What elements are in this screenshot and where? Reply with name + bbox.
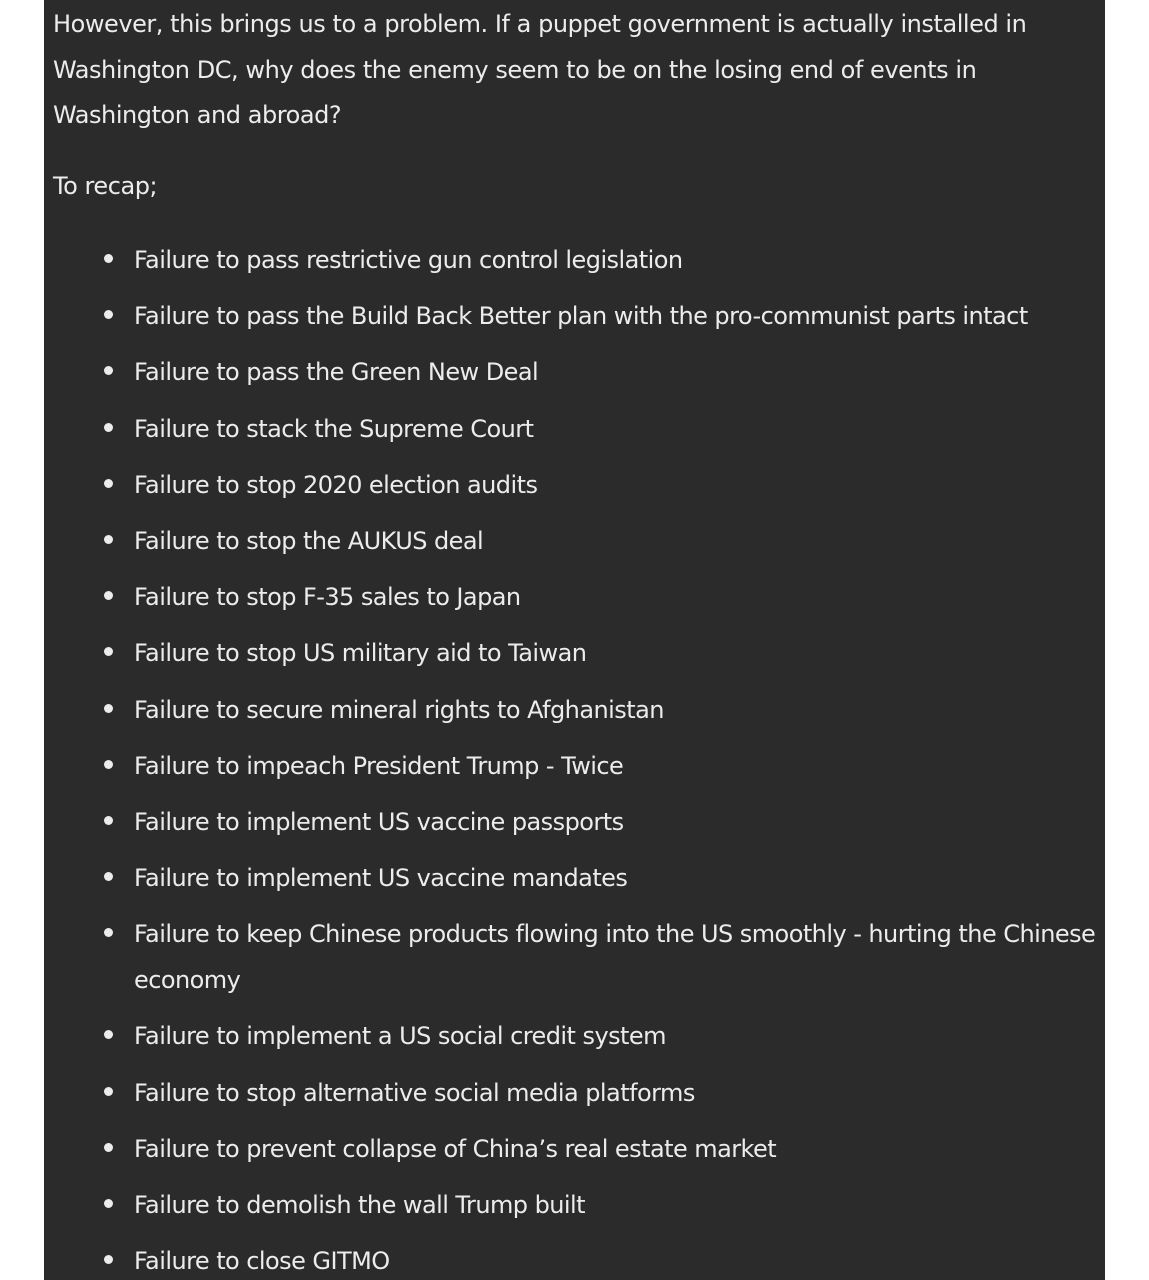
bullet-icon [104,872,113,881]
bullet-icon [104,254,113,263]
list-item [44,1013,1105,1059]
list-item-text: Failure to stop US military aid to Taiwan [134,639,587,668]
list-item-text: Failure to demolish the wall Trump built [134,1191,586,1219]
list-item [44,1070,1105,1116]
list-item [44,743,1105,789]
bullet-icon [104,310,113,319]
bullet-icon [104,704,113,713]
list-item-text: Failure to implement a US social credit system [134,1022,666,1051]
list-item [44,630,1105,676]
bullet-icon [104,591,113,600]
recap-label: To recap; [53,172,158,200]
bullet-icon [104,479,113,488]
list-item [44,911,1105,1003]
list-item-text: Failure to implement US vaccine passports [134,807,624,836]
bullet-icon [104,928,113,937]
bullet-icon [104,423,113,432]
list-item [44,1238,1105,1280]
list-item [44,687,1105,733]
list-item-text: Failure to implement US vaccine mandates [134,864,628,893]
list-item [44,462,1105,508]
bullet-icon [104,1199,113,1208]
list-item [44,518,1105,564]
list-item [44,855,1105,901]
list-item-text: Failure to close GITMO [134,1247,390,1276]
bullet-icon [104,647,113,656]
list-item [44,293,1105,339]
bullet-icon [104,760,113,769]
list-item [44,574,1105,620]
list-item-text: Failure to pass the Green New Deal [134,358,539,387]
list-item-text: Failure to pass restrictive gun control legislation [134,246,683,274]
bullet-icon [104,1030,113,1039]
list-item [44,349,1105,395]
bullet-icon [104,366,113,375]
list-item-text: Failure to stop F-35 sales to Japan [134,583,521,612]
list-item-text: Failure to pass the Build Back Better plan with the pro-communist parts intact [134,302,1028,331]
list-item [44,237,1105,283]
bullet-icon [104,1255,113,1264]
failures-list [44,237,1105,1280]
list-item-text: Failure to keep Chinese products flowing into the US smoothly - hurting the Chinese economy [134,920,1096,995]
list-item-text: Failure to stop 2020 election audits [134,470,538,499]
list-item-text: Failure to impeach President Trump - Twice [134,751,624,780]
list-item-text: Failure to prevent collapse of China’s real estate market [134,1134,777,1163]
list-item-text: Failure to secure mineral rights to Afghanistan [134,695,664,724]
bullet-icon [104,1143,113,1152]
bullet-icon [104,1087,113,1096]
intro-paragraph: However, this brings us to a problem. If a puppet government is actually installed in Washington DC, why does the enemy seem to be on the losing end of events in Washington and abroad? [53,10,1027,129]
list-item [44,1126,1105,1172]
bullet-icon [104,816,113,825]
list-item [44,406,1105,452]
list-item-text: Failure to stop alternative social media platforms [134,1078,695,1107]
list-item [44,1182,1105,1228]
list-item-text: Failure to stop the AUKUS deal [134,526,484,555]
list-item [44,799,1105,845]
article-panel [44,0,1105,1280]
list-item-text: Failure to stack the Supreme Court [134,414,534,443]
bullet-icon [104,535,113,544]
